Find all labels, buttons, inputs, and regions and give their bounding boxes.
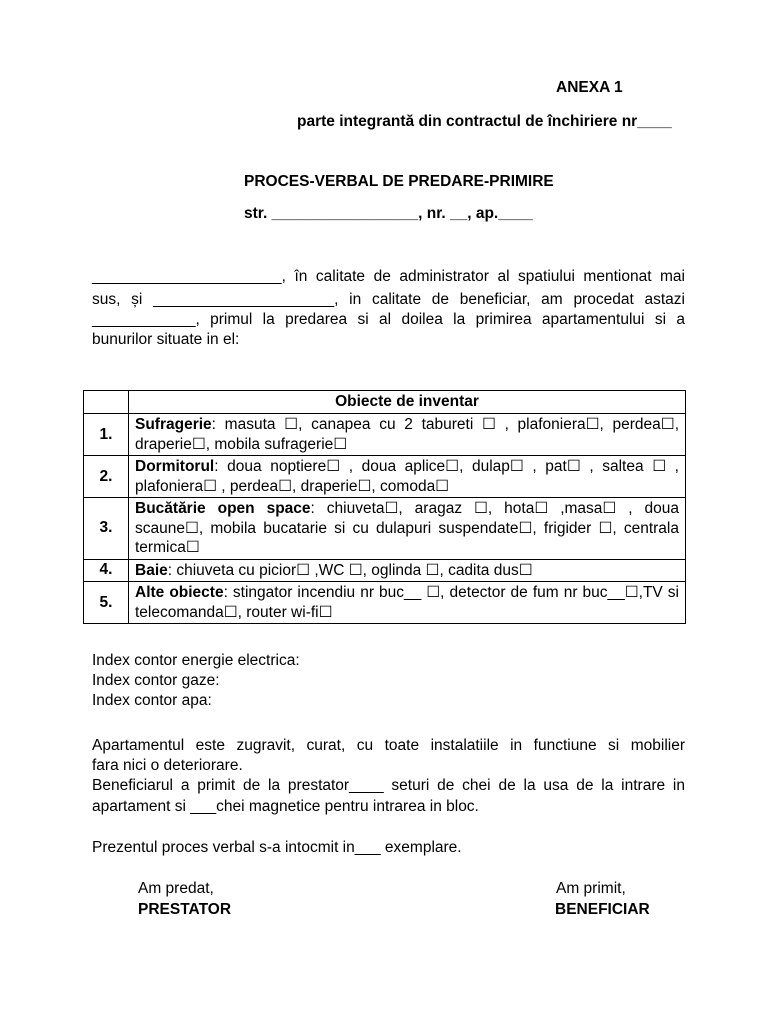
contract-reference: parte integrantă din contractul de închiriere nr____: [297, 113, 672, 130]
meter-gas: Index contor gaze:: [92, 672, 220, 689]
row-number: 2.: [84, 456, 129, 498]
annex-label: ANEXA 1: [556, 79, 623, 96]
row-title: Sufragerie: [135, 416, 212, 433]
address-line: str. _________________, nr. __, ap.____: [244, 205, 533, 222]
meter-water: Index contor apa:: [92, 692, 212, 709]
row-title: Baie: [135, 561, 168, 579]
intro-line: ______________________, în calitate de administrator al spatiului mentionat mai: [92, 268, 685, 285]
condition-line: fara nici o deteriorare.: [92, 757, 243, 774]
table-row: [84, 456, 686, 498]
meter-electric: Index contor energie electrica:: [92, 652, 300, 669]
inventory-table: [83, 390, 686, 624]
row-items: : chiuveta☐, aragaz ☐, hota☐ ,masa☐ , doua scaune☐, mobila bucatarie si cu dulapuri suspendate☐, frigider ☐, centrala termica☐: [135, 500, 679, 556]
row-number: 3.: [84, 498, 129, 560]
receipt-role: BENEFICIAR: [555, 901, 650, 918]
table-header-title: Obiecte de inventar: [129, 391, 686, 414]
handover-role: PRESTATOR: [138, 901, 232, 918]
row-description: [129, 456, 686, 498]
table-header-num: [84, 391, 129, 414]
row-items: : stingator incendiu nr buc__ ☐, detector de fum nr buc__☐,TV si telecomanda☐, router wi-fi☐: [135, 584, 679, 621]
intro-line: sus, și _____________________, in calitate de beneficiar, am procedat astazi: [92, 291, 685, 308]
table-row: [84, 498, 686, 560]
intro-line: ____________, primul la predarea si al doilea la primirea apartamentului si a: [92, 311, 685, 328]
keys-line: apartament si ___chei magnetice pentru intrarea in bloc.: [92, 798, 479, 815]
row-items: : masuta ☐, canapea cu 2 tabureti ☐ , plafoniera☐, perdea☐, draperie☐, mobila sufragerie☐: [135, 416, 679, 453]
receipt-label: Am primit,: [556, 880, 626, 897]
row-number: 5.: [84, 582, 129, 624]
row-description: [129, 582, 686, 624]
row-title: Alte obiecte: [135, 584, 224, 601]
row-description: [129, 498, 686, 560]
table-row: [84, 582, 686, 624]
document-title: PROCES-VERBAL DE PREDARE-PRIMIRE: [244, 173, 554, 190]
row-items: : doua noptiere☐ , doua aplice☐, dulap☐ , pat☐ , saltea ☐ , plafoniera☐ , perdea☐, draperie☐, comoda☐: [135, 458, 679, 495]
row-description: [129, 414, 686, 456]
row-number: 1.: [84, 414, 129, 456]
row-title: Bucătărie open space: [135, 500, 311, 517]
table-row: [84, 414, 686, 456]
condition-line: Apartamentul este zugravit, curat, cu toate instalatiile in functiune si mobilier: [92, 737, 685, 754]
row-description: [129, 559, 686, 582]
table-row: [84, 559, 686, 582]
handover-label: Am predat,: [138, 880, 214, 897]
copies-line: Prezentul proces verbal s-a intocmit in___ exemplare.: [92, 839, 462, 856]
row-number: 4.: [84, 559, 129, 582]
table-header-row: [84, 391, 686, 414]
row-items: : chiuveta cu picior☐ ,WC ☐, oglinda ☐, cadita dus☐: [167, 561, 533, 579]
intro-line: bunurilor situate in el:: [92, 331, 240, 348]
row-title: Dormitorul: [135, 458, 215, 475]
keys-line: Beneficiarul a primit de la prestator____ seturi de chei de la usa de la intrare in: [92, 777, 685, 794]
